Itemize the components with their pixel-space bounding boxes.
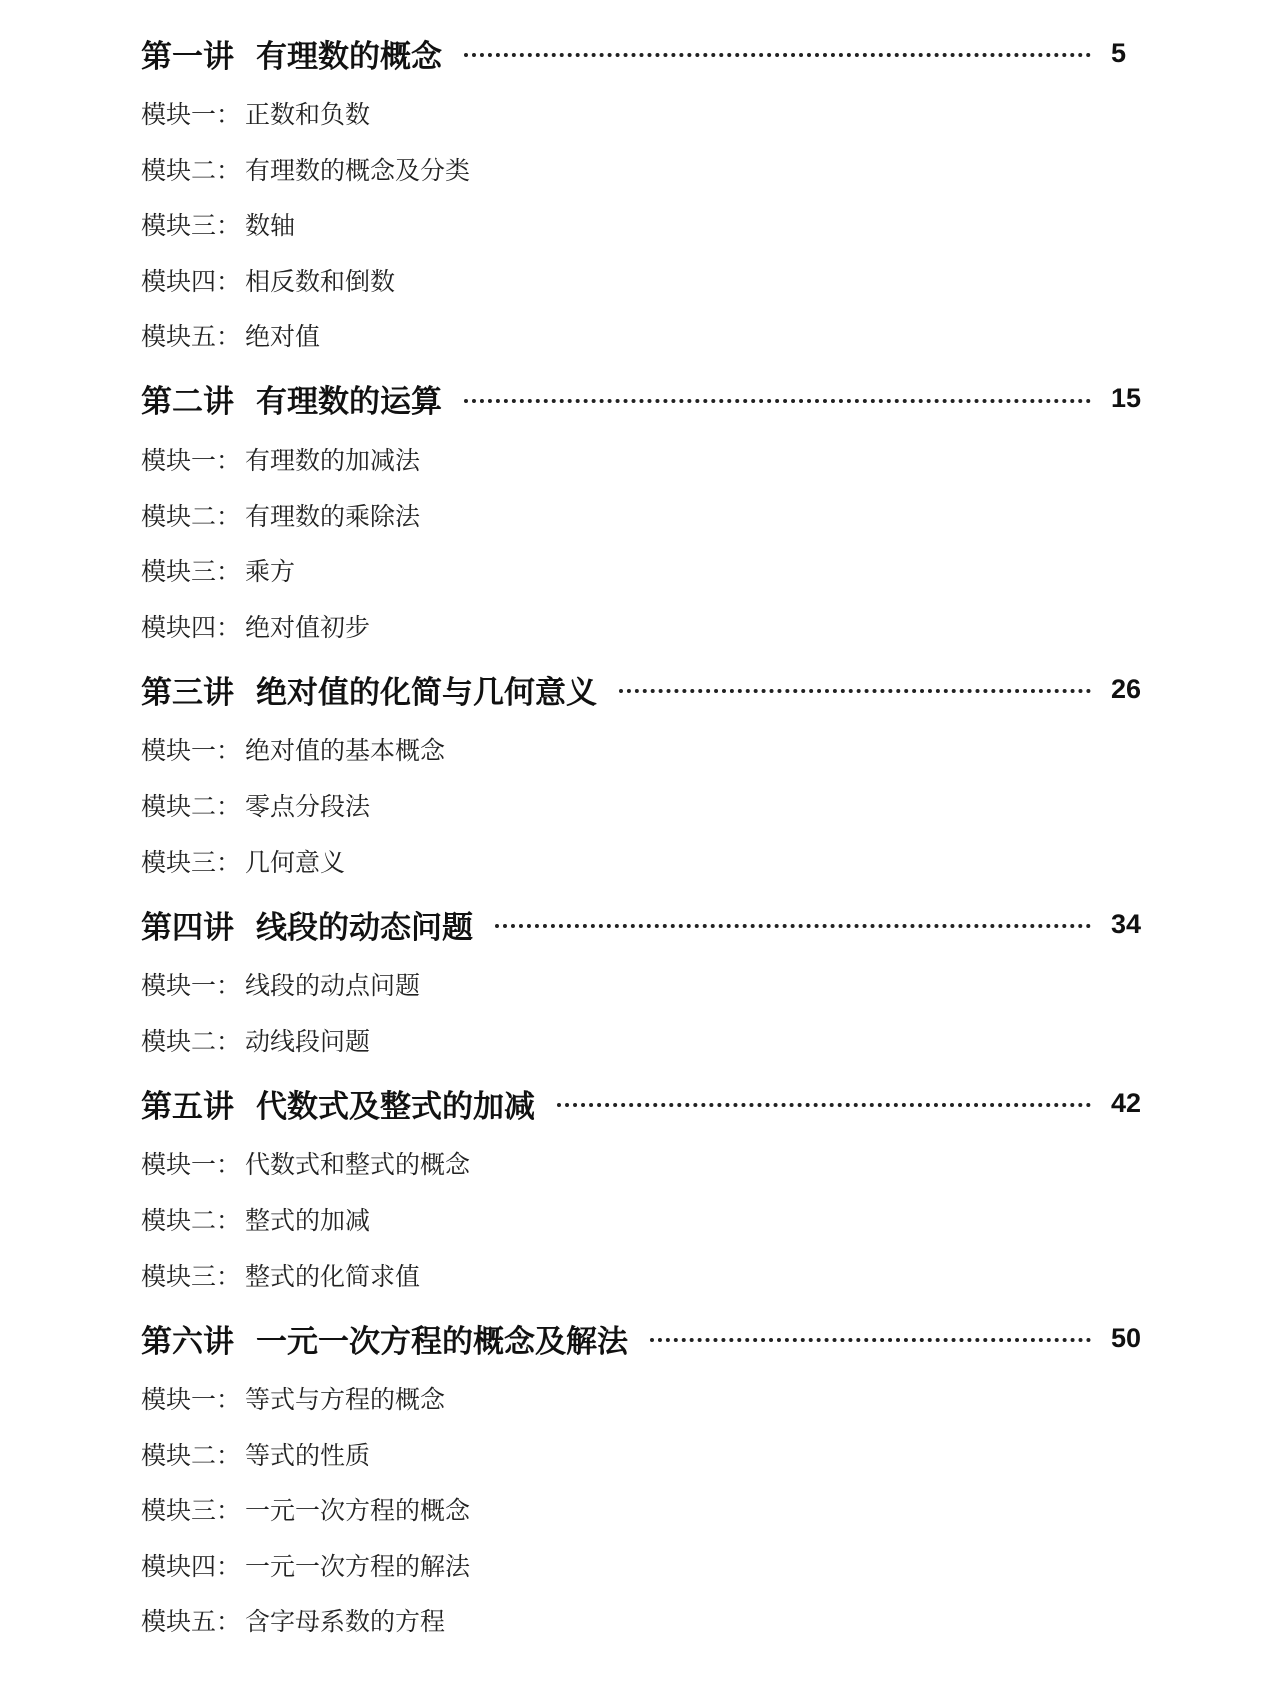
- module-item[interactable]: [141, 1372, 1161, 1428]
- chapter-6: [141, 1310, 1161, 1650]
- module-item[interactable]: [141, 958, 1161, 1014]
- chapter-heading[interactable]: [141, 25, 1161, 81]
- module-prefix: 模块二：: [141, 1205, 242, 1235]
- dot-leader: [464, 399, 1091, 403]
- module-item[interactable]: [141, 600, 1161, 656]
- module-label: 正数和负数: [245, 100, 371, 129]
- module-label: 相反数和倒数: [245, 266, 396, 296]
- chapter-1: [141, 25, 1161, 365]
- module-prefix: 模块一：: [141, 445, 242, 475]
- module-item[interactable]: [141, 1014, 1161, 1070]
- module-item[interactable]: [141, 1428, 1161, 1484]
- chapter-heading[interactable]: [141, 371, 1161, 427]
- chapter-heading[interactable]: [141, 661, 1161, 717]
- module-label: 零点分段法: [245, 791, 371, 821]
- chapter-5: [141, 1075, 1161, 1304]
- chapter-heading[interactable]: [141, 896, 1161, 952]
- chapter-heading[interactable]: [141, 1310, 1161, 1366]
- module-prefix: 模块四：: [141, 1551, 242, 1581]
- chapter-title: 一元一次方程的概念及解法: [256, 1323, 628, 1360]
- module-prefix: 模块二：: [141, 1440, 242, 1470]
- dot-leader: [495, 924, 1091, 928]
- module-item[interactable]: [141, 489, 1161, 545]
- chapter-number: 第一讲: [141, 38, 234, 75]
- page-number: 42: [1111, 1087, 1142, 1118]
- module-prefix: 模块四：: [141, 612, 242, 642]
- page-number: 26: [1111, 673, 1142, 704]
- module-label: 有理数的加减法: [245, 445, 421, 475]
- chapter-number: 第六讲: [141, 1323, 234, 1360]
- module-label: 线段的动点问题: [245, 971, 421, 1001]
- module-label: 一元一次方程的概念: [245, 1496, 471, 1526]
- dot-leader: [464, 53, 1091, 57]
- module-prefix: 模块三：: [141, 847, 242, 877]
- module-label: 等式的性质: [245, 1440, 371, 1470]
- module-label: 含字母系数的方程: [245, 1607, 446, 1637]
- module-prefix: 模块一：: [141, 100, 242, 129]
- module-item[interactable]: [141, 87, 1161, 143]
- chapter-title: 绝对值的化简与几何意义: [256, 674, 597, 711]
- module-item[interactable]: [141, 309, 1161, 365]
- module-label: 绝对值初步: [245, 612, 371, 642]
- module-prefix: 模块三：: [141, 1261, 242, 1291]
- module-label: 动线段问题: [245, 1026, 371, 1056]
- module-item[interactable]: [141, 1249, 1161, 1305]
- module-item[interactable]: [141, 143, 1161, 199]
- chapter-title: 代数式及整式的加减: [256, 1088, 535, 1125]
- chapter-2: [141, 371, 1161, 655]
- module-label: 乘方: [245, 557, 296, 587]
- chapter-number: 第二讲: [141, 384, 234, 421]
- module-prefix: 模块一：: [141, 971, 242, 1001]
- page-number: 15: [1111, 383, 1142, 414]
- module-item[interactable]: [141, 433, 1161, 489]
- module-item[interactable]: [141, 779, 1161, 835]
- module-prefix: 模块二：: [141, 155, 242, 185]
- module-item[interactable]: [141, 1539, 1161, 1595]
- module-item[interactable]: [141, 723, 1161, 779]
- module-label: 等式与方程的概念: [245, 1385, 446, 1415]
- module-prefix: 模块五：: [141, 322, 242, 352]
- module-item[interactable]: [141, 198, 1161, 254]
- module-prefix: 模块二：: [141, 501, 242, 531]
- dot-leader: [557, 1103, 1091, 1107]
- module-prefix: 模块二：: [141, 791, 242, 821]
- module-prefix: 模块一：: [141, 1150, 242, 1180]
- chapter-title: 线段的动态问题: [256, 909, 473, 946]
- module-label: 整式的化简求值: [245, 1261, 421, 1291]
- module-prefix: 模块四：: [141, 266, 242, 296]
- module-item[interactable]: [141, 1137, 1161, 1193]
- module-label: 一元一次方程的解法: [245, 1551, 471, 1581]
- table-of-contents: [141, 0, 1161, 1650]
- module-item[interactable]: [141, 1483, 1161, 1539]
- chapter-title: 有理数的概念: [256, 38, 442, 75]
- module-label: 有理数的乘除法: [245, 501, 421, 531]
- module-prefix: 模块三：: [141, 557, 242, 587]
- dot-leader: [650, 1338, 1091, 1342]
- chapter-3: [141, 661, 1161, 890]
- module-prefix: 模块一：: [141, 1385, 242, 1415]
- module-item[interactable]: [141, 254, 1161, 310]
- module-item[interactable]: [141, 1594, 1161, 1650]
- page-number: 50: [1111, 1322, 1142, 1353]
- module-item[interactable]: [141, 544, 1161, 600]
- module-label: 绝对值的基本概念: [245, 736, 446, 766]
- module-label: 几何意义: [245, 847, 346, 877]
- module-prefix: 模块一：: [141, 736, 242, 766]
- page-number: 5: [1111, 37, 1127, 68]
- module-label: 整式的加减: [245, 1205, 371, 1235]
- module-prefix: 模块三：: [141, 211, 242, 241]
- chapter-title: 有理数的运算: [256, 384, 442, 421]
- module-item[interactable]: [141, 835, 1161, 891]
- chapter-heading[interactable]: [141, 1075, 1161, 1131]
- chapter-number: 第三讲: [141, 674, 234, 711]
- module-label: 有理数的概念及分类: [245, 155, 471, 185]
- chapter-4: [141, 896, 1161, 1069]
- module-prefix: 模块五：: [141, 1607, 242, 1637]
- page-number: 34: [1111, 908, 1142, 939]
- module-label: 绝对值: [245, 322, 321, 352]
- chapter-number: 第四讲: [141, 909, 234, 946]
- module-prefix: 模块三：: [141, 1496, 242, 1526]
- dot-leader: [619, 689, 1091, 693]
- module-label: 数轴: [245, 211, 296, 241]
- module-label: 代数式和整式的概念: [245, 1150, 471, 1180]
- module-prefix: 模块二：: [141, 1026, 242, 1056]
- module-item[interactable]: [141, 1193, 1161, 1249]
- chapter-number: 第五讲: [141, 1088, 234, 1125]
